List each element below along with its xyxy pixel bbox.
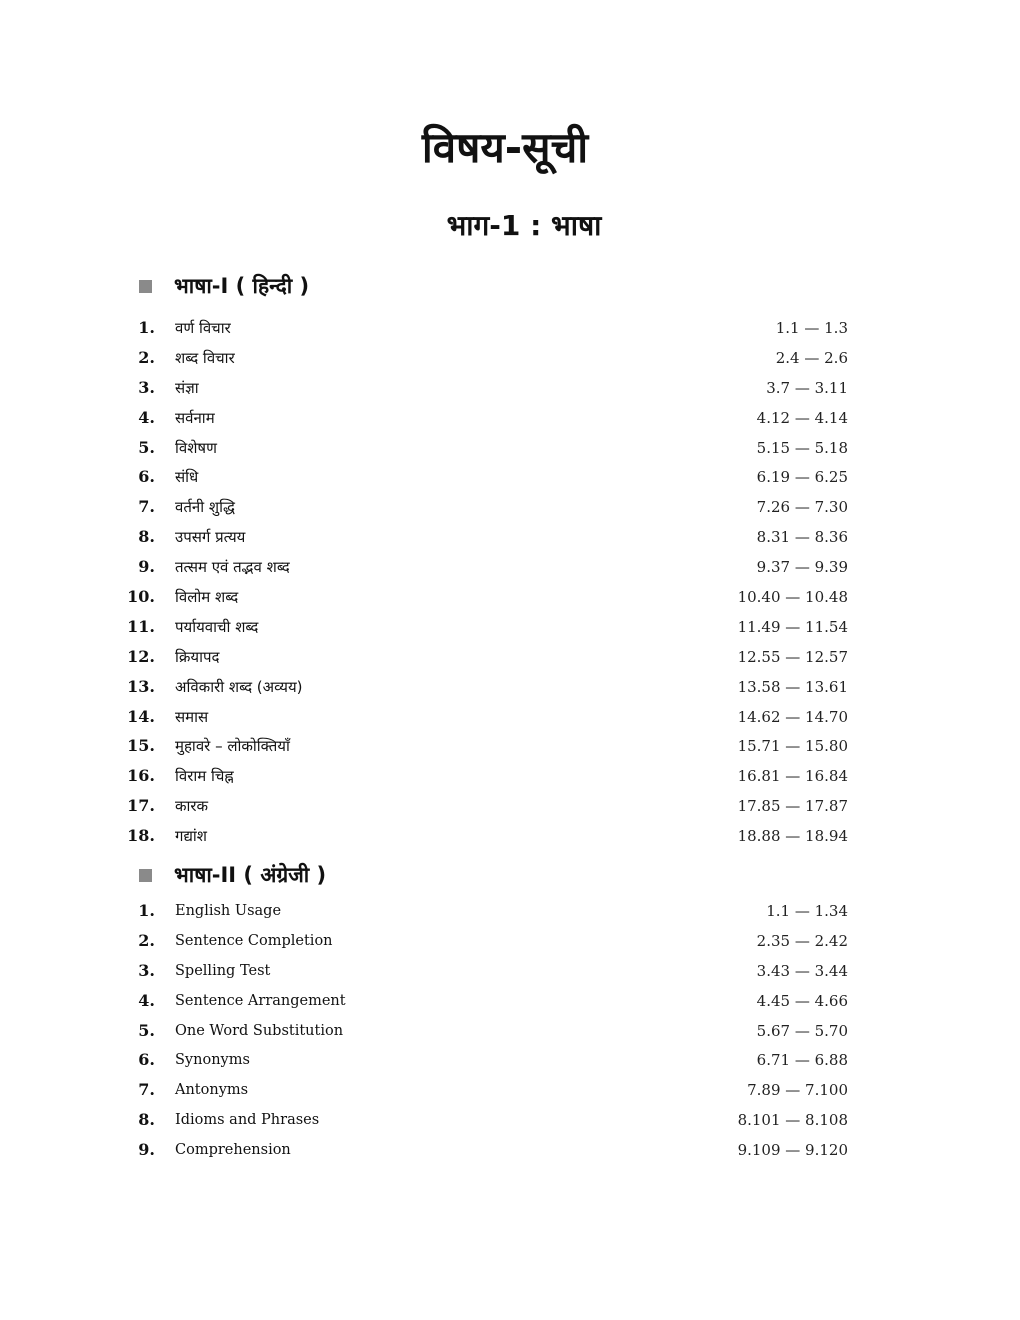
toc-pages: 7.89 — 7.100 <box>747 1081 848 1100</box>
toc-row <box>0 1136 1020 1166</box>
toc-row <box>0 463 1020 493</box>
toc-number: 7. <box>138 1080 155 1100</box>
toc-row <box>0 493 1020 523</box>
toc-topic: संधि <box>175 468 199 487</box>
toc-topic: शब्द विचार <box>175 348 235 367</box>
toc-list <box>0 897 1020 1166</box>
toc-number: 3. <box>138 377 155 397</box>
toc-number: 18. <box>127 826 155 846</box>
toc-pages: 1.1 — 1.3 <box>775 319 848 337</box>
toc-number: 14. <box>127 706 155 726</box>
toc-number: 4. <box>138 407 155 427</box>
toc-topic: Sentence Arrangement <box>175 992 346 1009</box>
toc-row <box>0 374 1020 404</box>
toc-topic: वर्ण विचार <box>175 319 231 337</box>
toc-number: 1. <box>138 901 155 920</box>
section-english <box>0 857 1020 1166</box>
toc-pages: 11.49 — 11.54 <box>737 617 848 636</box>
toc-row <box>0 762 1020 792</box>
toc-number: 15. <box>127 736 155 756</box>
toc-pages: 15.71 — 15.80 <box>737 737 848 756</box>
toc-pages: 1.1 — 1.34 <box>766 902 848 920</box>
toc-pages: 5.67 — 5.70 <box>756 1021 848 1040</box>
toc-pages: 8.31 — 8.36 <box>756 528 848 547</box>
toc-row <box>0 703 1020 733</box>
toc-pages: 4.12 — 4.14 <box>756 408 848 427</box>
toc-topic: सर्वनाम <box>175 408 215 427</box>
toc-number: 2. <box>138 930 155 950</box>
toc-number: 8. <box>138 527 155 547</box>
toc-pages: 9.37 — 9.39 <box>756 558 848 577</box>
toc-row <box>0 1046 1020 1076</box>
toc-topic: Idioms and Phrases <box>175 1112 320 1129</box>
toc-number: 9. <box>138 1140 155 1160</box>
toc-number: 5. <box>138 1020 155 1040</box>
toc-pages: 6.19 — 6.25 <box>756 468 848 487</box>
section-header <box>0 857 1020 897</box>
section-title: भाषा-II ( अंग्रेजी ) <box>174 863 327 887</box>
toc-topic: विशेषण <box>175 438 217 457</box>
toc-number: 6. <box>138 467 155 487</box>
toc-row <box>0 404 1020 434</box>
page-title: विषय-सूची <box>421 123 589 172</box>
toc-row <box>0 732 1020 762</box>
toc-topic: Antonyms <box>175 1082 249 1099</box>
toc-row <box>0 792 1020 822</box>
toc-pages: 9.109 — 9.120 <box>737 1141 848 1160</box>
toc-number: 1. <box>138 318 155 337</box>
toc-pages: 3.43 — 3.44 <box>756 961 848 980</box>
toc-topic: क्रियापद <box>175 647 220 666</box>
toc-row <box>0 314 1020 344</box>
toc-pages: 7.26 — 7.30 <box>756 498 848 517</box>
toc-pages: 12.55 — 12.57 <box>737 647 848 666</box>
toc-pages: 10.40 — 10.48 <box>737 588 848 607</box>
toc-row <box>0 344 1020 374</box>
toc-topic: वर्तनी शुद्धि <box>175 498 235 517</box>
toc-topic: Sentence Completion <box>175 932 333 949</box>
toc-topic: पर्यायवाची शब्द <box>175 617 259 636</box>
toc-row <box>0 434 1020 464</box>
toc-pages: 8.101 — 8.108 <box>737 1111 848 1130</box>
toc-number: 7. <box>138 497 155 517</box>
toc-pages: 17.85 — 17.87 <box>737 797 848 816</box>
section-hindi <box>0 268 1020 852</box>
toc-number: 9. <box>138 557 155 577</box>
toc-number: 10. <box>127 587 155 607</box>
square-bullet-icon <box>139 280 152 293</box>
toc-row <box>0 643 1020 673</box>
toc-number: 11. <box>127 616 155 636</box>
toc-topic: विराम चिह्न <box>175 767 234 786</box>
square-bullet-icon <box>139 869 152 882</box>
toc-row <box>0 523 1020 553</box>
toc-topic: तत्सम एवं तद्भव शब्द <box>175 558 290 577</box>
toc-row <box>0 927 1020 957</box>
toc-topic: उपसर्ग प्रत्यय <box>175 528 246 547</box>
toc-topic: Spelling Test <box>175 962 271 979</box>
toc-pages: 14.62 — 14.70 <box>737 707 848 726</box>
toc-row <box>0 613 1020 643</box>
toc-topic: One Word Substitution <box>175 1022 344 1039</box>
toc-row <box>0 1076 1020 1106</box>
toc-pages: 3.7 — 3.11 <box>766 378 848 397</box>
toc-number: 4. <box>138 990 155 1010</box>
toc-row <box>0 673 1020 703</box>
toc-topic: English Usage <box>175 903 282 919</box>
toc-pages: 13.58 — 13.61 <box>737 677 848 696</box>
toc-number: 6. <box>138 1050 155 1070</box>
section-title: भाषा-I ( हिन्दी ) <box>174 274 310 298</box>
toc-number: 3. <box>138 960 155 980</box>
toc-pages: 2.35 — 2.42 <box>756 931 848 950</box>
part-heading: भाग-1 : भाषा <box>446 209 602 242</box>
toc-topic: समास <box>175 707 209 726</box>
section-header <box>0 268 1020 308</box>
toc-topic: कारक <box>175 797 209 816</box>
toc-number: 8. <box>138 1110 155 1130</box>
toc-number: 12. <box>127 646 155 666</box>
toc-pages: 16.81 — 16.84 <box>737 767 848 786</box>
toc-topic: Synonyms <box>175 1052 250 1069</box>
toc-topic: विलोम शब्द <box>175 588 239 607</box>
toc-number: 5. <box>138 437 155 457</box>
toc-pages: 2.4 — 2.6 <box>775 348 848 367</box>
toc-row <box>0 1017 1020 1047</box>
toc-number: 17. <box>127 796 155 816</box>
toc-topic: अविकारी शब्द (अव्यय) <box>175 677 303 696</box>
toc-number: 2. <box>138 347 155 367</box>
toc-topic: संज्ञा <box>175 378 199 397</box>
toc-row <box>0 822 1020 852</box>
toc-row <box>0 1106 1020 1136</box>
toc-list <box>0 314 1020 852</box>
toc-row <box>0 957 1020 987</box>
toc-pages: 18.88 — 18.94 <box>737 827 848 846</box>
toc-number: 16. <box>127 766 155 786</box>
toc-row <box>0 553 1020 583</box>
toc-topic: मुहावरे – लोकोक्तियाँ <box>175 737 290 756</box>
toc-topic: Comprehension <box>175 1142 291 1159</box>
toc-number: 13. <box>127 676 155 696</box>
toc-row <box>0 583 1020 613</box>
toc-pages: 4.45 — 4.66 <box>756 991 848 1010</box>
toc-row <box>0 987 1020 1017</box>
toc-pages: 5.15 — 5.18 <box>756 438 848 457</box>
toc-topic: गद्यांश <box>175 827 207 846</box>
toc-row <box>0 897 1020 927</box>
toc-pages: 6.71 — 6.88 <box>756 1051 848 1070</box>
